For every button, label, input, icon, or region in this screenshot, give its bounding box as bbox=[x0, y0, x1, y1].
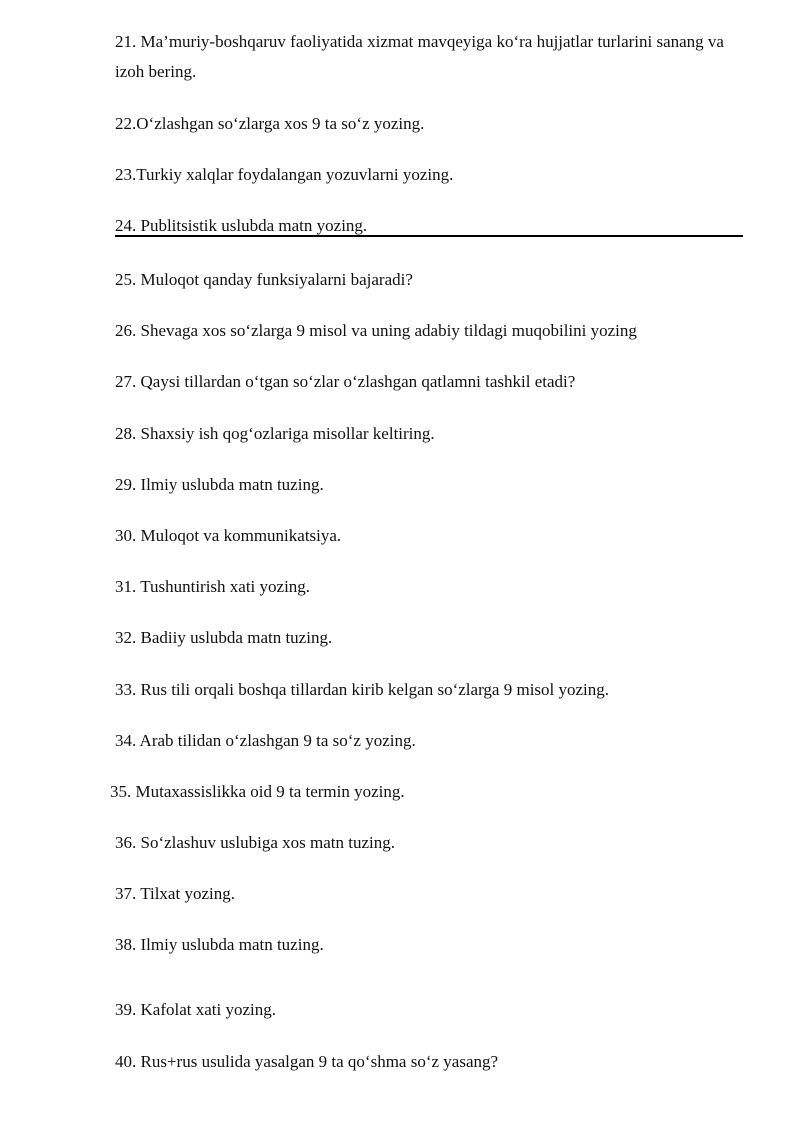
question-21: 21. Ma’muriy-boshqaruv faoliyatida xizmat mavqeyiga ko‘ra hujjatlar turlarini sanang va izoh bering. bbox=[115, 32, 724, 81]
question-23: 23.Turkiy xalqlar foydalangan yozuvlarni yozing. bbox=[115, 165, 454, 184]
question-25: 25. Muloqot qanday funksiyalarni bajaradi? bbox=[115, 270, 413, 289]
question-35: 35. Mutaxassislikka oid 9 ta termin yozing. bbox=[110, 782, 405, 801]
question-36: 36. So‘zlashuv uslubiga xos matn tuzing. bbox=[115, 833, 396, 852]
question-29: 29. Ilmiy uslubda matn tuzing. bbox=[115, 475, 324, 494]
question-39: 39. Kafolat xati yozing. bbox=[115, 1000, 276, 1019]
question-22: 22.O‘zlashgan so‘zlarga xos 9 ta so‘z yozing. bbox=[115, 114, 425, 133]
question-24: 24. Publitsistik uslubda matn yozing. bbox=[115, 216, 368, 235]
question-40: 40. Rus+rus usulida yasalgan 9 ta qo‘shma so‘z yasang? bbox=[115, 1052, 499, 1071]
question-33: 33. Rus tili orqali boshqa tillardan kirib kelgan so‘zlarga 9 misol yozing. bbox=[115, 680, 610, 699]
question-32: 32. Badiiy uslubda matn tuzing. bbox=[115, 628, 333, 647]
question-28: 28. Shaxsiy ish qog‘ozlariga misollar keltiring. bbox=[115, 424, 435, 443]
question-37: 37. Tilxat yozing. bbox=[115, 884, 235, 903]
question-31: 31. Tushuntirish xati yozing. bbox=[115, 577, 311, 596]
question-27: 27. Qaysi tillardan o‘tgan so‘zlar o‘zlashgan qatlamni tashkil etadi? bbox=[115, 372, 576, 391]
horizontal-rule bbox=[115, 235, 743, 237]
question-38: 38. Ilmiy uslubda matn tuzing. bbox=[115, 935, 324, 954]
question-30: 30. Muloqot va kommunikatsiya. bbox=[115, 526, 342, 545]
question-34: 34. Arab tilidan o‘zlashgan 9 ta so‘z yozing. bbox=[115, 731, 416, 750]
question-26: 26. Shevaga xos so‘zlarga 9 misol va uning adabiy tildagi muqobilini yozing bbox=[115, 321, 637, 340]
